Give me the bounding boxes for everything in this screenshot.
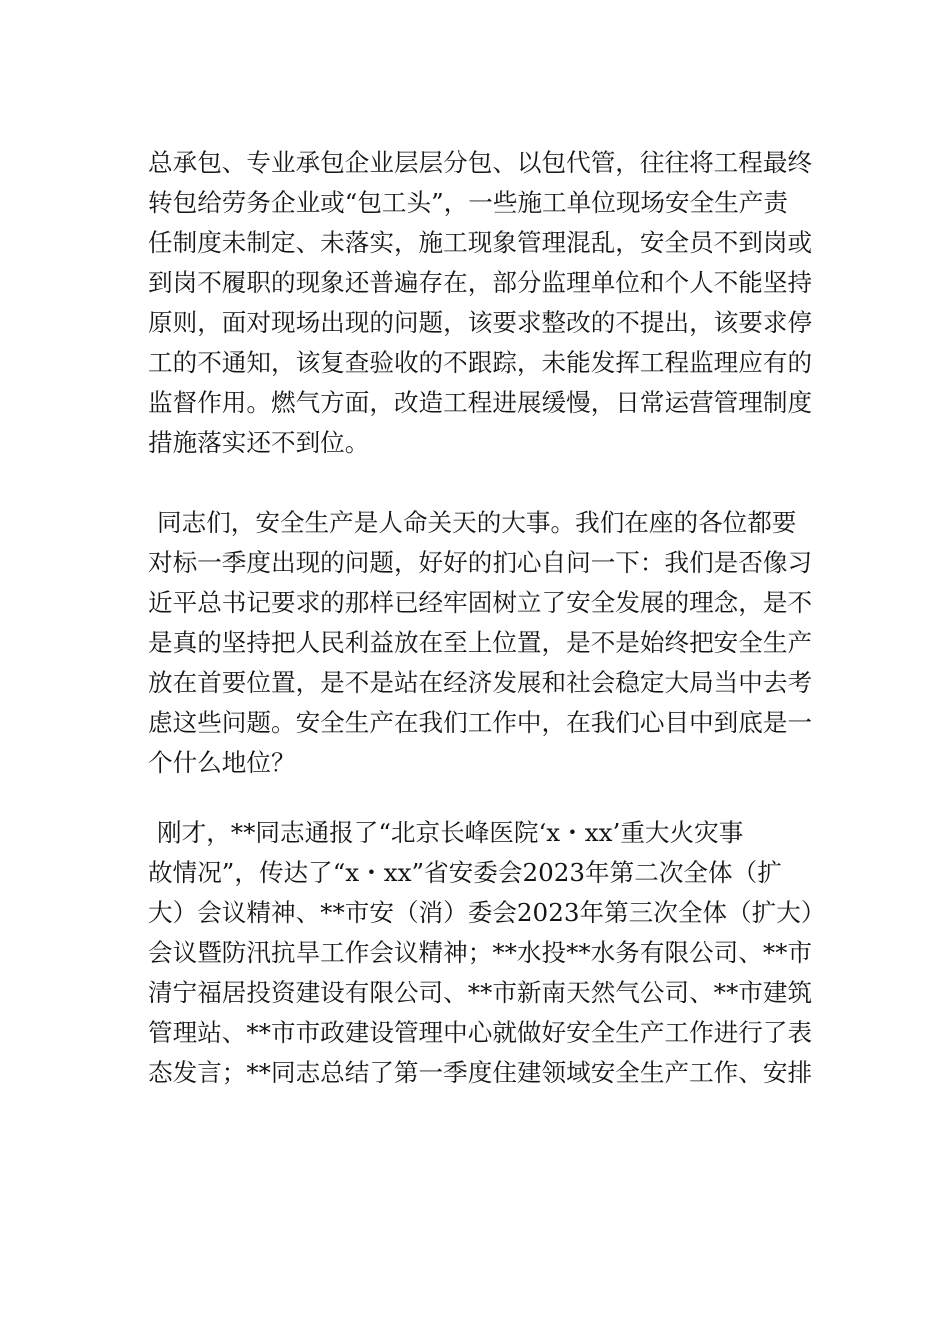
paragraph-line: 清宁福居投资建设有限公司、**市新南天然气公司、**市建筑 <box>148 978 813 1007</box>
paragraph-line: 到岗不履职的现象还普遍存在，部分监理单位和个人不能坚持 <box>148 268 813 297</box>
paragraph-line: 原则，面对现场出现的问题，该要求整改的不提出，该要求停 <box>148 308 813 337</box>
paragraph-line: 个什么地位？ <box>148 748 296 777</box>
paragraph-line: 工的不通知，该复查验收的不跟踪，未能发挥工程监理应有的 <box>148 348 813 377</box>
paragraph-line: 刚才，**同志通报了“北京长峰医院‘x・xx’重大火灾事 <box>157 818 744 847</box>
paragraph-line: 总承包、专业承包企业层层分包、以包代管，往往将工程最终 <box>148 148 813 177</box>
paragraph-line: 虑这些问题。安全生产在我们工作中，在我们心目中到底是一 <box>148 708 813 737</box>
paragraph-line: 对标一季度出现的问题，好好的扪心自问一下：我们是否像习 <box>148 548 813 577</box>
paragraph-line: 同志们，安全生产是人命关天的大事。我们在座的各位都要 <box>157 508 797 537</box>
paragraph-line: 态发言；**同志总结了第一季度住建领域安全生产工作、安排 <box>148 1058 813 1087</box>
paragraph-line: 会议暨防汛抗旱工作会议精神；**水投**水务有限公司、**市 <box>148 938 813 967</box>
paragraph-line: 管理站、**市市政建设管理中心就做好安全生产工作进行了表 <box>148 1018 813 1047</box>
paragraph-line: 措施落实还不到位。 <box>148 428 370 457</box>
paragraph-line: 监督作用。燃气方面，改造工程进展缓慢，日常运营管理制度 <box>148 388 813 417</box>
paragraph-line: 近平总书记要求的那样已经牢固树立了安全发展的理念，是不 <box>148 588 813 617</box>
paragraph-line: 故情况”，传达了“x・xx”省安委会2023年第二次全体（扩 <box>148 858 782 887</box>
paragraph-line: 放在首要位置，是不是站在经济发展和社会稳定大局当中去考 <box>148 668 813 697</box>
paragraph-line: 任制度未制定、未落实，施工现象管理混乱，安全员不到岗或 <box>148 228 813 257</box>
paragraph-line: 是真的坚持把人民利益放在至上位置，是不是始终把安全生产 <box>148 628 813 657</box>
paragraph-line: 转包给劳务企业或“包工头”，一些施工单位现场安全生产责 <box>148 188 788 217</box>
paragraph-line: 大）会议精神、**市安（消）委会2023年第三次全体（扩大） <box>148 898 826 927</box>
